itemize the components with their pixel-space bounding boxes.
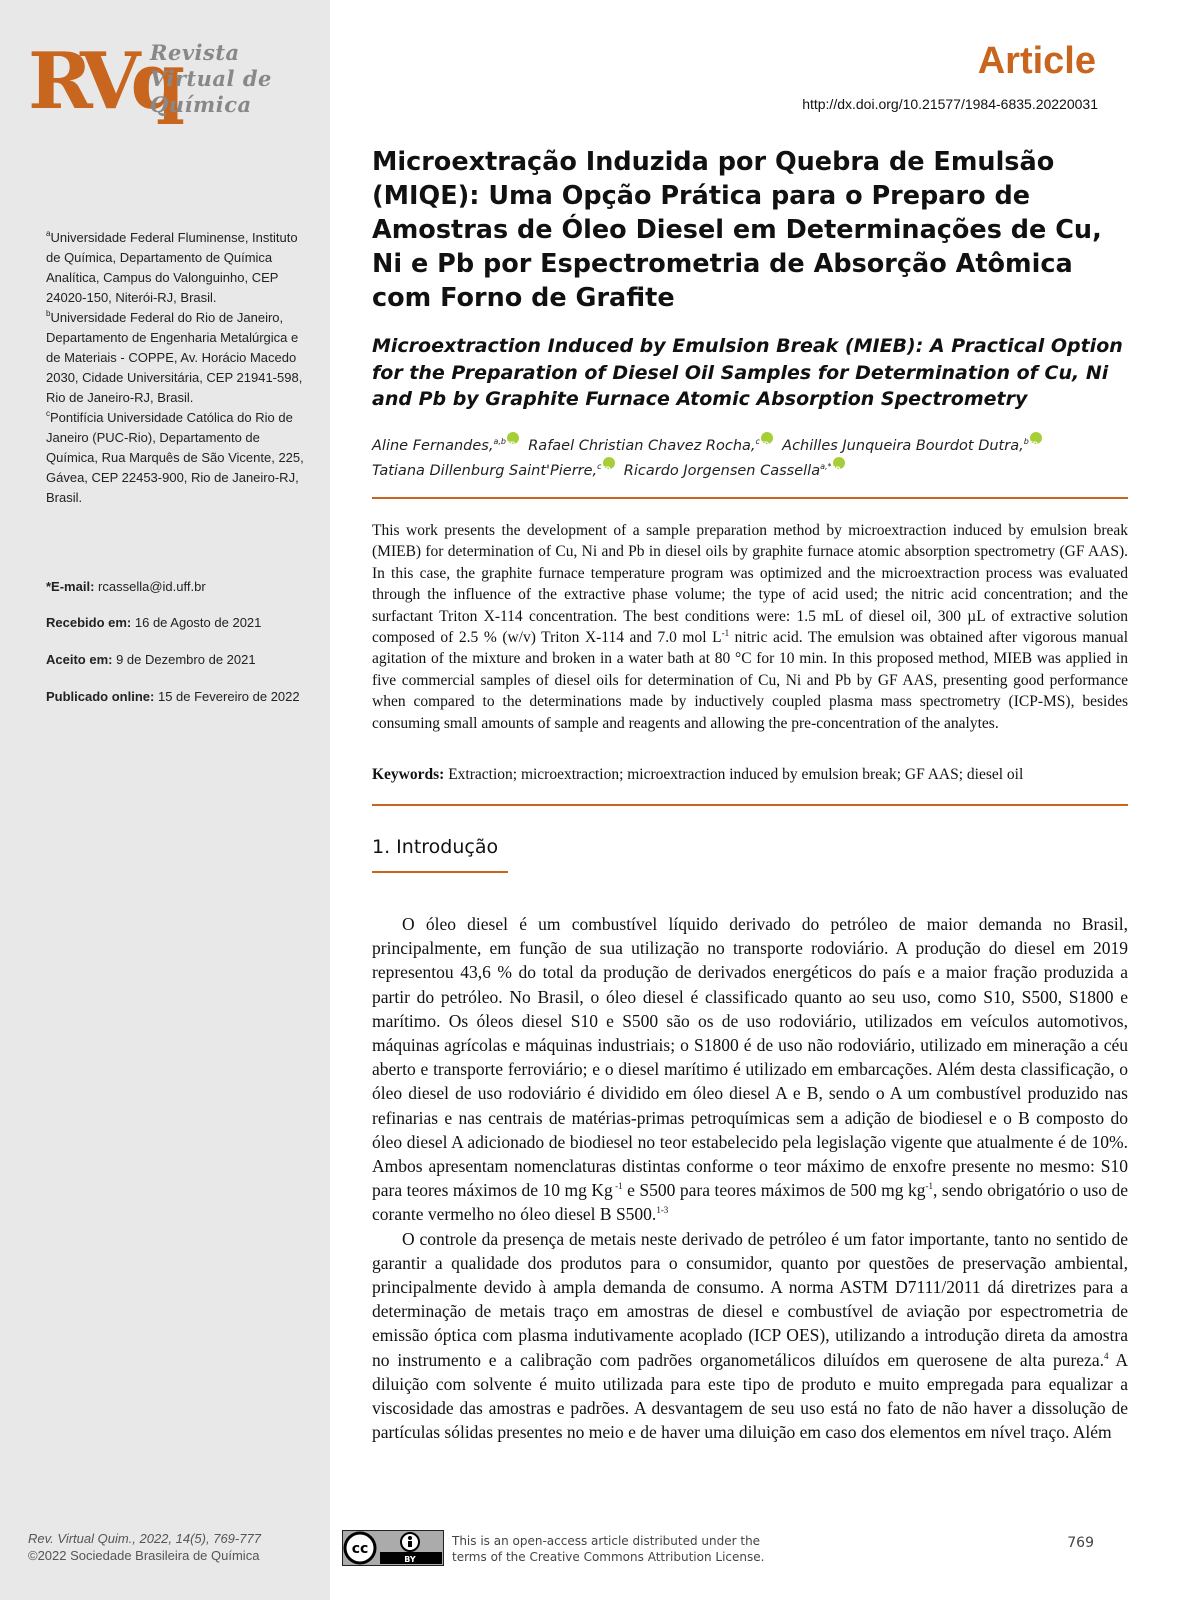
accepted-row: [46, 651, 256, 669]
orcid-icon[interactable]: [507, 432, 519, 444]
author-name[interactable]: Tatiana Dillenburg Saint'Pierre,: [372, 463, 598, 479]
p2-text-a: O controle da presença de metais neste derivado de petróleo é um fator importante, tanto no sentido de garantir a qualidade dos produtos para o consumidor, quanto por questões de preservação ambiental, principalmente devido à ampla demanda de consumo. A norma ASTM D7111/2011 dá diretrizes para a determinação de metais traço em amostras de diesel e combustível de aviação por espectrometria de emissão óptica com plasma indutivamente acoplado (ICP OES), utilizando a introdução direta da amostra no instrumento e a calibração com padrões organometálicos diluídos em querosene de alta pureza.: [372, 1228, 1128, 1370]
author-sup: c: [597, 462, 602, 471]
sidebar: [0, 0, 330, 1600]
cc-by-license-icon[interactable]: [342, 1530, 444, 1566]
section-underline: [372, 871, 508, 873]
received-row: [46, 614, 261, 632]
journal-citation: [28, 1530, 261, 1564]
orcid-icon[interactable]: [833, 457, 845, 469]
orcid-icon[interactable]: [1030, 432, 1042, 444]
abstract-text-1: This work presents the development of a sample preparation method by microextraction induced by emulsion break (MIEB) for determination of Cu, Ni and Pb in diesel oils by graphite furnace atomic absorption spectrometry (GF AAS). In this case, the graphite furnace temperature program was optimized and the microextraction process was evaluated through the influence of the extractive phase volume; the type of acid used; the nitric acid concentration; and the surfactant Triton X-114 concentration. The best conditions were: 1.5 mL of diesel oil, 300 µL of extractive solution composed of 2.5 % (w/v) Triton X-114 and 7.0 mol L: [372, 522, 1128, 647]
divider-top: [372, 497, 1128, 499]
affiliation-c: [46, 408, 312, 508]
author-sup: c: [755, 437, 760, 446]
email-label: *E-mail:: [46, 579, 95, 594]
p1-sup-1: -1: [612, 1181, 623, 1192]
cc-text: cc: [351, 1541, 369, 1557]
license-line-2[interactable]: terms of the Creative Commons Attribution License.: [452, 1550, 765, 1564]
by-text: BY: [404, 1555, 416, 1564]
license-line-1: This is an open-access article distributed under the: [452, 1534, 761, 1548]
abstract-text-2: nitric acid. The emulsion was obtained after vigorous manual agitation of the mixture and broken in a water bath at 80 °C for 10 min. In this proposed method, MIEB was applied in five commercial samples of diesel oils for determination of Cu, Ni and Pb by GF AAS, presenting good performance when compared to the determinations made by inductively coupled plasma mass spectrometry (ICP-MS), besides consuming small amounts of sample and reagents and allowing the pre-concentration of the analytes.: [372, 629, 1128, 732]
logo-mark-text: RVq: [28, 36, 176, 127]
published-row: [46, 688, 300, 706]
doi-link[interactable]: http://dx.doi.org/10.21577/1984-6835.20220031: [802, 96, 1098, 112]
email-link[interactable]: rcassella@id.uff.br: [98, 579, 206, 594]
logo-line-2: Virtual de: [150, 66, 272, 91]
email-row: [46, 578, 206, 596]
citation-line: Rev. Virtual Quim., 2022, 14(5), 769-777: [28, 1531, 261, 1546]
author-name[interactable]: Achilles Junqueira Bourdot Dutra,: [782, 438, 1024, 454]
by-person-head: [408, 1536, 412, 1540]
published-value: 15 de Fevereiro de 2022: [157, 689, 300, 704]
abstract: [372, 520, 1128, 734]
aff-sup-b: b: [46, 309, 51, 318]
author-sup: b: [1023, 437, 1029, 446]
paragraph-2: [372, 1227, 1128, 1445]
author-name[interactable]: Rafael Christian Chavez Rocha,: [528, 438, 756, 454]
author-name[interactable]: Ricardo Jorgensen Cassella: [623, 463, 821, 479]
author-sup: a,b: [493, 437, 507, 446]
affiliation-a: [46, 228, 312, 308]
aff-text-b: Universidade Federal do Rio de Janeiro, Departamento de Engenharia Metalúrgica e de Materiais - COPPE, Av. Horácio Macedo 2030, Cidade Universitária, CEP 21941-598, Rio de Janeiro-RJ, Brasil.: [46, 310, 303, 405]
p1-text-b: e S500 para teores máximos de 500 mg kg: [622, 1180, 926, 1201]
paragraph-1: [372, 912, 1128, 1227]
title-english: Microextraction Induced by Emulsion Break (MIEB): A Practical Option for the Preparation of Diesel Oil Samples for Determination of Cu, Ni and Pb by Graphite Furnace Atomic Absorption Spectrometry: [372, 335, 1123, 410]
divider-bottom: [372, 804, 1128, 806]
author-sup: a,*: [820, 462, 832, 471]
abstract-sup: -1: [721, 628, 730, 639]
author-name[interactable]: Aline Fernandes,: [372, 438, 494, 454]
aff-sup-a: a: [46, 229, 51, 238]
received-value: 16 de Agosto de 2021: [134, 615, 262, 630]
journal-logo[interactable]: [28, 36, 298, 130]
aff-sup-c: c: [46, 409, 50, 418]
author-list: [372, 432, 1132, 482]
title-portuguese: Microextração Induzida por Quebra de Emulsão (MIQE): Uma Opção Prática para o Preparo de Amostras de Óleo Diesel em Determinações de Cu, Ni e Pb por Espectrometria de Absorção Atômica com Forno de Grafite: [372, 147, 1102, 313]
main-content: [330, 0, 1200, 1600]
license-text: [452, 1533, 764, 1565]
keywords-label: Keywords:: [372, 766, 445, 783]
copyright-line: ©2022 Sociedade Brasileira de Química: [28, 1548, 260, 1563]
p1-sup-2: -1: [925, 1181, 934, 1192]
accepted-value: 9 de Dezembro de 2021: [116, 652, 256, 667]
body-text: [372, 912, 1128, 1444]
aff-text-c: Pontifícia Universidade Católica do Rio de Janeiro (PUC-Rio), Departamento de Química, Rua Marquês de São Vicente, 225, Gávea, CEP 22453-900, Rio de Janeiro-RJ, Brasil.: [46, 410, 304, 505]
p1-citation[interactable]: 1-3: [656, 1205, 669, 1216]
p2-citation[interactable]: 4: [1103, 1350, 1109, 1361]
article-type-label: Article: [977, 40, 1096, 82]
affiliation-b: [46, 308, 312, 408]
logo-line-1: Revista: [150, 40, 240, 65]
received-label: Recebido em:: [46, 615, 132, 630]
p1-text-a: O óleo diesel é um combustível líquido derivado do petróleo de maior demanda no Brasil, principalmente, em função de sua utilização no transporte rodoviário. A produção do diesel em 2019 representou 43,6 % do total da produção de derivados energéticos do país e a maior fração produzida a partir do petróleo. No Brasil, o óleo diesel é classificado quanto ao seu uso, como S10, S500, S1800 e marítimo. Os óleos diesel S10 e S500 são os de uso rodoviário, utilizados em veículos automotivos, máquinas agrícolas e máquinas industriais; o S1800 é de uso não rodoviário, utilizado em mineração a céu aberto e transporte ferroviário; e o diesel marítimo é utilizado em embarcações. Além desta classificação, o óleo diesel de uso rodoviário é dividido em óleo diesel A e B, sendo o A um combustível produzido nas refinarias e nas centrais de matérias-primas petroquímicas sem a adição de biodiesel e o B composto do óleo diesel A adicionado de biodiesel no teor estabelecido pela legislação vigente que atualmente é de 10%. Ambos apresentam nomenclaturas distintas conforme o teor máximo de enxofre presente no mesmo: S10 para teores máximos de 10 mg Kg: [372, 914, 1128, 1201]
section-heading: 1. Introdução: [372, 836, 499, 858]
orcid-icon[interactable]: [761, 432, 773, 444]
by-person-body: [408, 1541, 412, 1547]
published-label: Publicado online:: [46, 689, 155, 704]
rvq-logo-mark: [28, 36, 176, 127]
accepted-label: Aceito em:: [46, 652, 113, 667]
logo-line-3: Química: [150, 92, 252, 117]
p1-text-c: , sendo obrigatório o uso de corante vermelho no óleo diesel B S500.: [372, 1180, 1129, 1225]
page-number: 769: [1067, 1535, 1094, 1551]
keywords: [372, 764, 1132, 785]
orcid-icon[interactable]: [603, 457, 615, 469]
p2-text-b: A diluição com solvente é muito utilizada para este tipo de produto e muito empregada para equalizar a viscosidade das amostras e padrões. A desvantagem de seu uso está no fato de não haver a dissolução de partículas sólidas presentes no meio e de haver uma diluição em caso dos elementos em nível traço. Além: [372, 1349, 1128, 1443]
keywords-text: Extraction; microextraction; microextraction induced by emulsion break; GF AAS; diesel oil: [444, 766, 1024, 783]
affiliations: [46, 228, 312, 508]
aff-text-a: Universidade Federal Fluminense, Instituto de Química, Departamento de Química Analítica, Campus do Valonguinho, CEP 24020-150, Niterói-RJ, Brasil.: [46, 230, 298, 305]
logo-wordmark: [150, 40, 300, 118]
